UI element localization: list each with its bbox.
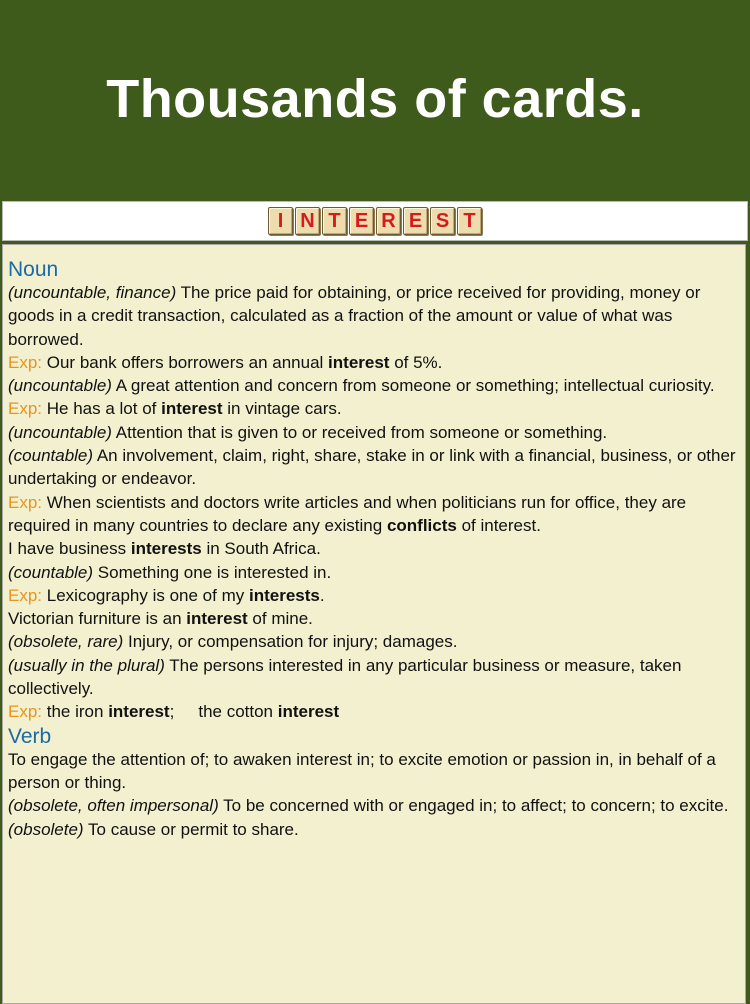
sense-category: (uncountable, finance) [8, 283, 177, 302]
example-text: in vintage cars. [222, 399, 342, 419]
sense-definition: Something one is interested in. [93, 562, 332, 582]
example-keyword: interests [130, 539, 202, 559]
sense-category: (obsolete, often impersonal) [8, 796, 219, 816]
noun-sense-5 [8, 561, 739, 584]
example-label: Exp: [8, 492, 43, 512]
noun-sense-6 [8, 630, 739, 653]
word-header [2, 201, 748, 241]
example-keyword: conflicts [386, 515, 457, 535]
example-text: the cotton [198, 702, 278, 722]
noun-sense-4 [8, 444, 739, 491]
example-text: I have business [8, 539, 131, 559]
noun-heading: Noun [8, 258, 59, 281]
noun-example-7 [8, 700, 739, 723]
noun-example-1 [8, 351, 739, 374]
sense-definition: A great attention and concern from someone or something; intellectual curiosity. [111, 376, 715, 396]
letter-tile: E [349, 207, 374, 235]
noun-example-5b [8, 607, 739, 630]
example-text: Victorian furniture is an [8, 609, 187, 629]
noun-sense-7 [8, 654, 739, 701]
example-text: of 5%. [389, 352, 443, 372]
sense-category: (obsolete) [8, 819, 84, 839]
noun-example-5 [8, 584, 739, 607]
example-label: Exp: [8, 399, 43, 419]
example-text: of interest. [456, 515, 541, 535]
sense-definition: Injury, or compensation for injury; damages. [123, 632, 458, 652]
example-text: the iron [42, 702, 109, 722]
example-text: in South Africa. [201, 539, 321, 559]
example-keyword: interest [186, 609, 248, 629]
example-text: Our bank offers borrowers an annual [42, 352, 329, 372]
letter-tile: T [457, 207, 482, 235]
noun-sense-2 [8, 374, 739, 397]
sense-definition: To be concerned with or engaged in; to affect; to concern; to excite. [218, 796, 729, 816]
example-keyword: interest [108, 702, 170, 722]
example-text: Lexicography is one of my [42, 585, 249, 605]
letter-tile: T [322, 207, 347, 235]
noun-sense-1 [8, 281, 739, 351]
noun-example-4 [8, 491, 739, 538]
example-text: When scientists and doctors write articles and when politicians run for office, they are required in many countries to declare any existing [8, 492, 687, 535]
promo-banner [0, 0, 750, 200]
letter-tile: I [268, 207, 293, 235]
noun-sense-3 [8, 421, 739, 444]
sense-definition: To cause or permit to share. [83, 819, 299, 839]
example-text: of mine. [247, 609, 313, 629]
noun-example-2 [8, 397, 739, 420]
noun-example-4b [8, 537, 739, 560]
letter-tile: R [376, 207, 401, 235]
definition-card[interactable] [2, 244, 746, 1004]
verb-sense-1 [8, 748, 739, 795]
sense-category: (usually in the plural) [8, 655, 165, 675]
sense-category: (uncountable) [8, 376, 112, 396]
banner-title: Thousands of cards. [106, 69, 644, 129]
example-label: Exp: [8, 702, 43, 722]
sense-definition: The persons interested in any particular business or measure, taken collectively. [8, 655, 682, 699]
letter-tile: S [430, 207, 455, 235]
sense-definition: The price paid for obtaining, or price received for providing, money or goods in a credit transaction, calculated as a fraction of the amount or value of what was borrowed. [8, 283, 701, 349]
sense-category: (obsolete, rare) [8, 632, 124, 652]
example-text: He has a lot of [42, 399, 162, 419]
example-text: . [319, 585, 325, 605]
sense-category: (countable) [8, 562, 94, 582]
sense-definition: An involvement, claim, right, share, stake in or link with a financial, business, or other undertaking or endeavor. [8, 446, 736, 489]
example-separator: ; [169, 702, 175, 722]
sense-category: (countable) [8, 446, 94, 466]
letter-tile: E [403, 207, 428, 235]
sense-category: (uncountable) [8, 422, 112, 442]
verb-heading: Verb [8, 724, 52, 748]
example-keyword: interests [248, 585, 320, 605]
example-label: Exp: [8, 352, 43, 372]
verb-sense-3 [8, 818, 739, 841]
example-label: Exp: [8, 585, 43, 605]
sense-definition: To engage the attention of; to awaken interest in; to excite emotion or passion in, in behalf of a person or thing. [8, 749, 716, 792]
letter-tile: N [295, 207, 320, 235]
example-keyword: interest [328, 352, 390, 372]
verb-sense-2 [8, 794, 739, 817]
word-tiles [268, 207, 482, 235]
example-keyword: interest [277, 702, 340, 722]
example-keyword: interest [161, 399, 223, 419]
sense-definition: Attention that is given to or received from someone or something. [111, 422, 608, 442]
